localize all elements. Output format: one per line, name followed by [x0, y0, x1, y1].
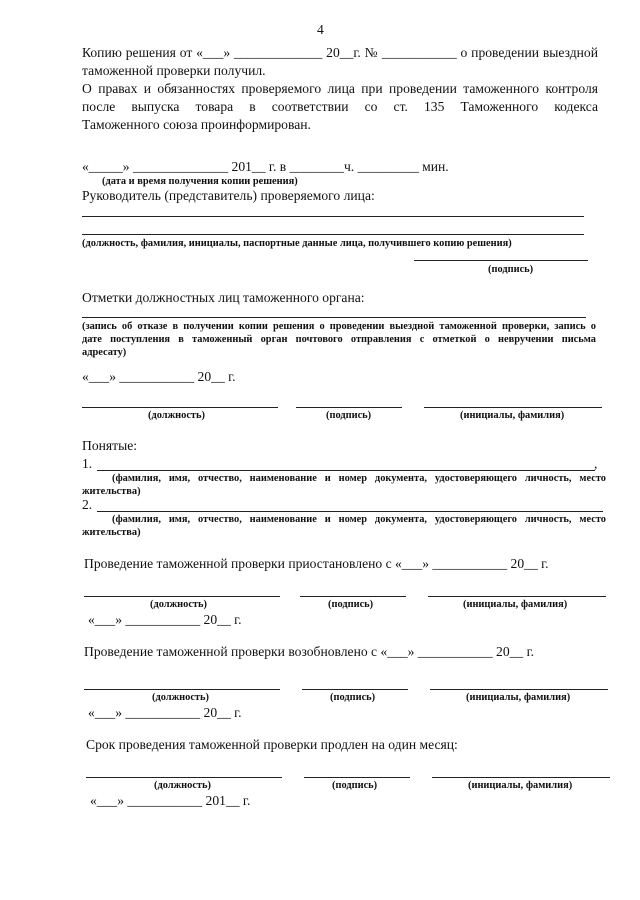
witness-1-comma: , — [594, 456, 598, 471]
witnesses-label: Понятые: — [82, 438, 138, 453]
extended-text: Срок проведения таможенной проверки продлен на один месяц: — [86, 737, 458, 752]
head-label: Руководитель (представитель) проверяемого лица: — [82, 188, 375, 203]
head-signature-caption: (подпись) — [488, 264, 534, 275]
officials-caption-line1: (запись об отказе в получении копии решения о проведении выездной таможенной проверки, запись о — [82, 321, 596, 332]
suspended-signature-caption: (подпись) — [328, 599, 374, 610]
officials-date: «___» ___________ 20__ г. — [82, 369, 236, 384]
resumed-text: Проведение таможенной проверки возобновлено с «___» ___________ 20__ г. — [84, 644, 535, 659]
resumed-date: «___» ___________ 20__ г. — [88, 705, 242, 720]
suspended-signature-line — [300, 596, 406, 597]
head-caption: (должность, фамилия, инициалы, паспортные данные лица, получившего копию решения) — [82, 238, 512, 249]
head-signature-line — [414, 260, 588, 261]
extended-signature-caption: (подпись) — [332, 780, 378, 791]
extended-name-line — [432, 777, 610, 778]
witness-2-number: 2. — [82, 497, 93, 512]
officials-name-line — [424, 407, 602, 408]
officials-signature-caption: (подпись) — [326, 410, 372, 421]
resumed-name-caption: (инициалы, фамилия) — [466, 692, 571, 703]
officials-position-line — [82, 407, 278, 408]
resumed-position-caption: (должность) — [152, 692, 209, 703]
extended-signature-line — [304, 777, 410, 778]
extended-position-line — [86, 777, 282, 778]
head-blank-line-1 — [82, 216, 584, 217]
officials-caption-line3: адресату) — [82, 347, 127, 358]
resumed-name-line — [430, 689, 608, 690]
witness-2-caption-line2: жительства) — [82, 527, 141, 538]
extended-position-caption: (должность) — [154, 780, 211, 791]
suspended-position-line — [84, 596, 280, 597]
suspended-name-caption: (инициалы, фамилия) — [463, 599, 568, 610]
officials-blank-line — [82, 317, 586, 318]
officials-signature-line — [296, 407, 402, 408]
resumed-position-line — [84, 689, 280, 690]
witness-2-caption-line1: (фамилия, имя, отчество, наименование и номер документа, удостоверяющего личность, место — [112, 514, 606, 525]
witness-2-line — [97, 511, 603, 512]
suspended-date: «___» ___________ 20__ г. — [88, 612, 242, 627]
page-number: 4 — [317, 22, 324, 37]
officials-name-caption: (инициалы, фамилия) — [460, 410, 565, 421]
receipt-datetime-line: «_____» ______________ 201__ г. в ________ч. _________ мин. — [82, 159, 449, 174]
suspended-position-caption: (должность) — [150, 599, 207, 610]
witness-1-caption-line2: жительства) — [82, 486, 141, 497]
resumed-signature-caption: (подпись) — [330, 692, 376, 703]
informed-line2: после выпуска товара в соответствии со ст. 135 Таможенного кодекса — [82, 99, 598, 114]
officials-caption-line2: дате поступления в таможенный орган почтового отправления с отметкой о невручении письма — [82, 334, 596, 345]
informed-line1: О правах и обязанностях проверяемого лица при проведении таможенного контроля — [82, 81, 598, 96]
officials-position-caption: (должность) — [148, 410, 205, 421]
witness-1-number: 1. — [82, 456, 93, 471]
resumed-signature-line — [302, 689, 408, 690]
extended-date: «___» ___________ 201__ г. — [90, 793, 251, 808]
witness-1-caption-line1: (фамилия, имя, отчество, наименование и номер документа, удостоверяющего личность, место — [112, 473, 606, 484]
informed-line3: Таможенного союза проинформирован. — [82, 117, 311, 132]
receipt-datetime-caption: (дата и время получения копии решения) — [102, 176, 298, 187]
officials-label: Отметки должностных лиц таможенного органа: — [82, 290, 365, 305]
head-blank-line-2 — [82, 234, 584, 235]
suspended-name-line — [428, 596, 606, 597]
copy-received-line2: таможенной проверки получил. — [82, 63, 266, 78]
witness-1-line — [97, 470, 595, 471]
suspended-text: Проведение таможенной проверки приостановлено с «___» ___________ 20__ г. — [84, 556, 549, 571]
copy-received-line1: Копию решения от «___» _____________ 20__г. № ___________ о проведении выездной — [82, 45, 598, 60]
extended-name-caption: (инициалы, фамилия) — [468, 780, 573, 791]
